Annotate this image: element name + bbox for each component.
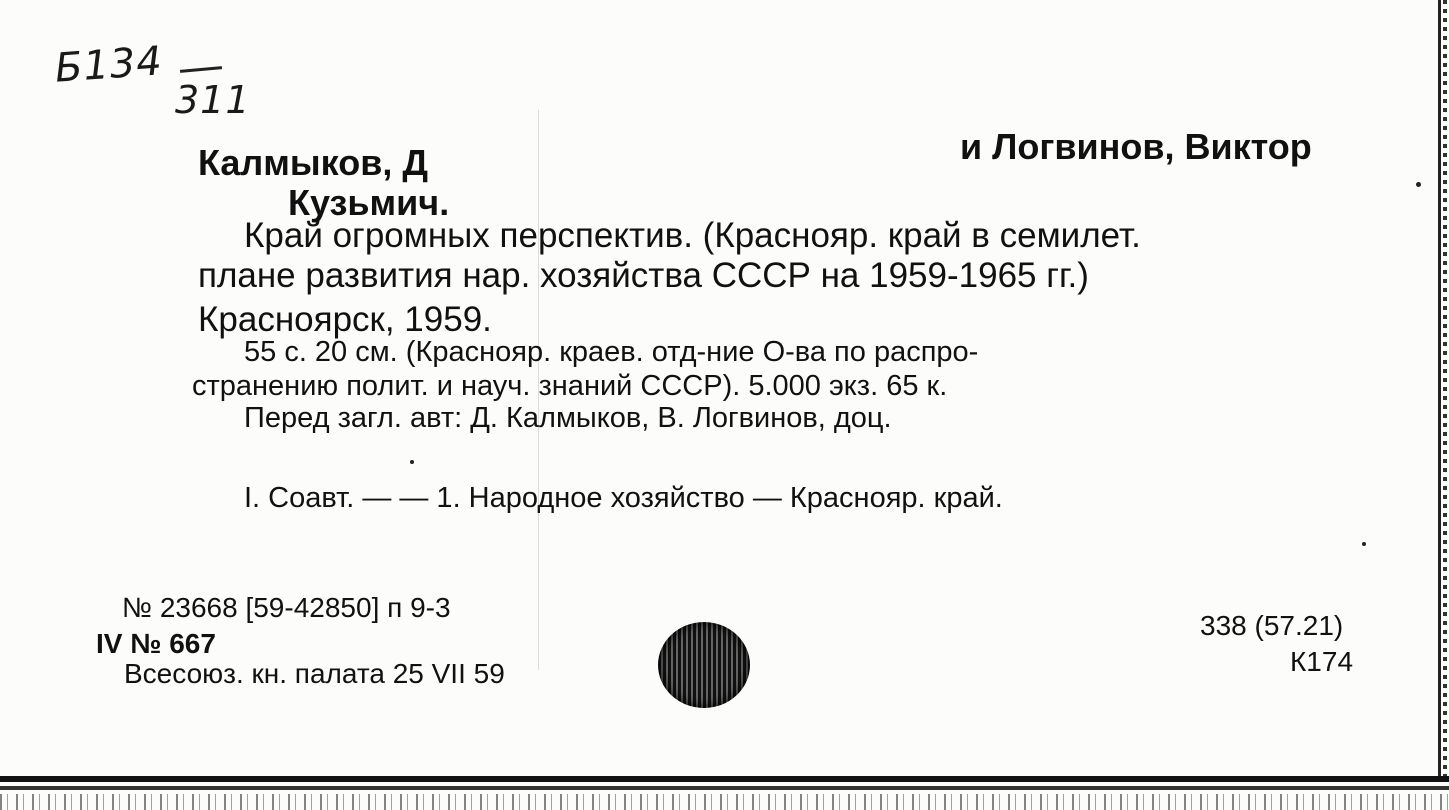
handwritten-subcode: 311 [175,78,251,122]
subject-headings: I. Соавт. — — 1. Народное хозяйство — Краснояр. край. [244,482,1003,514]
speck [1416,182,1421,187]
handwritten-code: Б134 [53,38,165,92]
author-name: Калмыков, Д [198,142,428,183]
description-line-3: Перед загл. авт: Д. Калмыков, В. Логвинов, доц. [244,402,892,434]
title-line-3: Красноярск, 1959. [198,300,492,339]
title-line-1: Край огромных перспектив. (Краснояр. край в семилет. [244,216,1141,255]
description-line-2: странению полит. и науч. знаний СССР). 5.000 экз. 65 к. [192,370,948,402]
coauthor-name: и Логвинов, Виктор [960,126,1312,167]
card-bottom-edge [0,776,1449,810]
speck [1362,542,1366,546]
author-patronymic: Кузьмич. [288,182,450,223]
registry-chamber: Всесоюз. кн. палата 25 VII 59 [124,658,505,689]
description-line-1: 55 с. 20 см. (Краснояр. краев. отд-ние О-ва по распро- [244,336,979,368]
author-mark: К174 [1290,646,1354,677]
card-perforation [1443,0,1447,780]
library-stamp [658,622,750,708]
speck [410,460,414,464]
registry-number: № 23668 [59-42850] п 9-3 [122,592,451,623]
card-right-edge [1438,0,1441,780]
handwritten-bar [180,66,222,73]
title-line-2: плане развития нар. хозяйства СССР на 1959-1965 гг.) [198,256,1089,295]
registry-volume: IV № 667 [96,628,216,659]
udc-code: 338 (57.21) [1200,610,1344,641]
